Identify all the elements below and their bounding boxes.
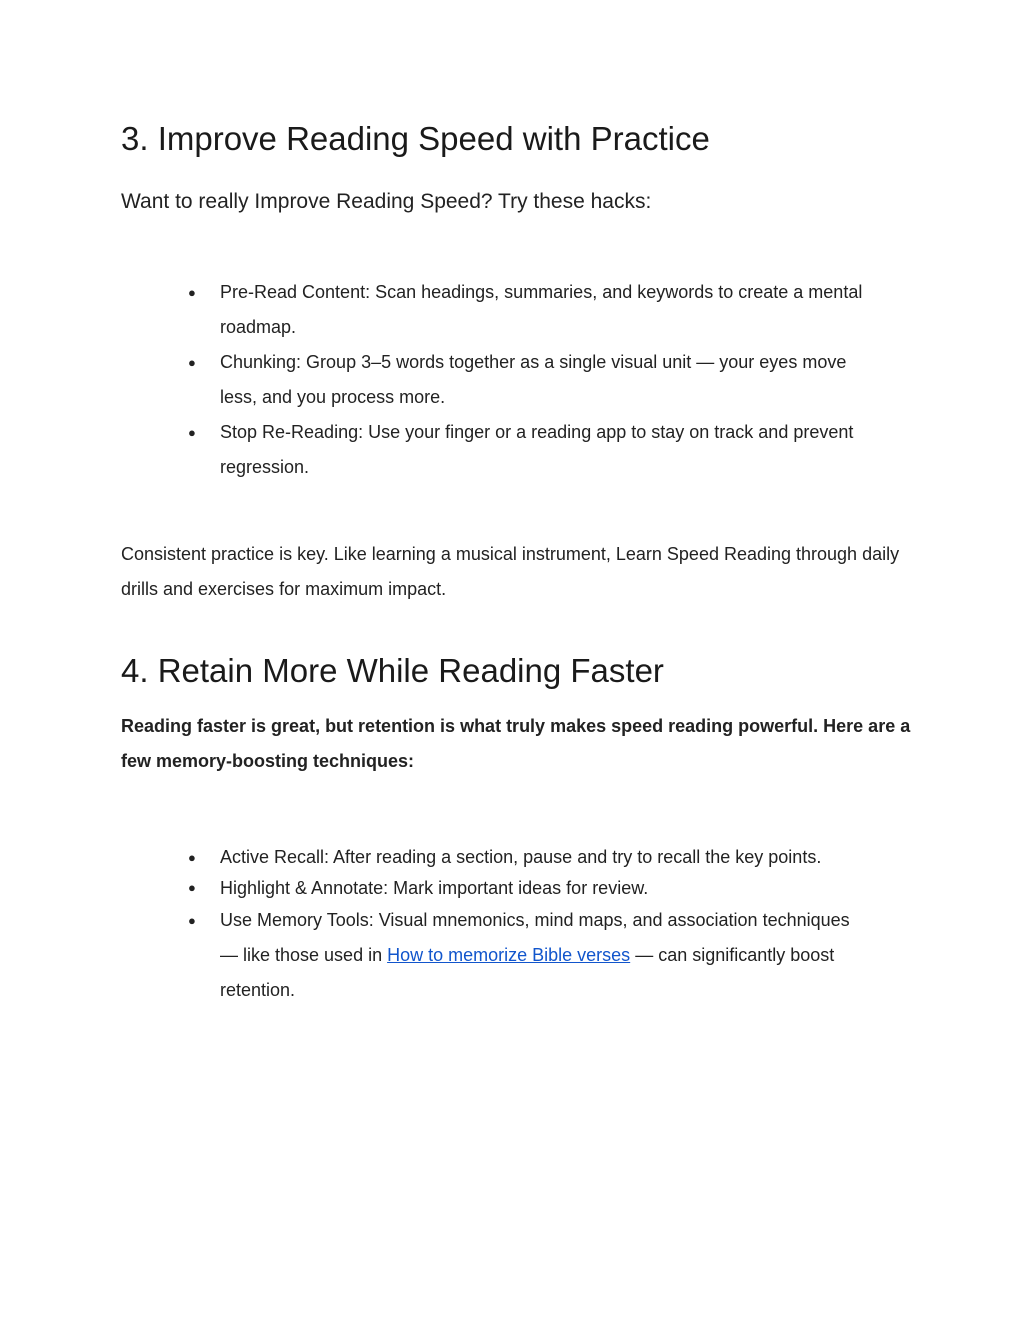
section-3-intro: Want to really Improve Reading Speed? Try these hacks: bbox=[121, 190, 652, 213]
memory-tools-text-before: Use Memory Tools: Visual mnemonics, mind maps, and association techniques — like those used in bbox=[220, 910, 850, 965]
section-3-heading: 3. Improve Reading Speed with Practice bbox=[121, 120, 710, 157]
bible-verses-link[interactable]: How to memorize Bible verses bbox=[387, 945, 631, 965]
list-item-text: Active Recall: After reading a section, pause and try to recall the key points. bbox=[220, 847, 822, 867]
section-4-intro: Reading faster is great, but retention is what truly makes speed reading powerful. Here are a few memory-boosting techniques: bbox=[121, 716, 911, 771]
list-item-text: Stop Re-Reading: Use your finger or a reading app to stay on track and prevent regression. bbox=[220, 422, 854, 477]
bullet-icon: ● bbox=[188, 850, 196, 865]
bullet-icon: ● bbox=[188, 913, 196, 928]
list-item bbox=[188, 345, 880, 415]
section-3-closing: Consistent practice is key. Like learning a musical instrument, Learn Speed Reading through daily drills and exercises for maximum impact. bbox=[121, 544, 900, 599]
list-item bbox=[188, 873, 908, 903]
list-item bbox=[188, 275, 880, 345]
bullet-icon: ● bbox=[188, 355, 196, 370]
list-item-text: Pre-Read Content: Scan headings, summaries, and keywords to create a mental roadmap. bbox=[220, 282, 863, 337]
list-item bbox=[188, 415, 880, 485]
bullet-icon: ● bbox=[188, 425, 196, 440]
list-item-text: Highlight & Annotate: Mark important ideas for review. bbox=[220, 878, 649, 898]
list-item-text: Chunking: Group 3–5 words together as a single visual unit — your eyes move less, and you process more. bbox=[220, 352, 847, 407]
list-item bbox=[188, 903, 870, 1008]
bullet-icon: ● bbox=[188, 880, 196, 895]
bullet-icon: ● bbox=[188, 285, 196, 300]
section-4-heading: 4. Retain More While Reading Faster bbox=[121, 652, 664, 689]
section-4-techniques-list bbox=[188, 840, 908, 1008]
list-item bbox=[188, 840, 908, 875]
section-3-hacks-list bbox=[188, 275, 908, 485]
memory-tools-text-after: — can significantly boost retention. bbox=[220, 945, 835, 1000]
